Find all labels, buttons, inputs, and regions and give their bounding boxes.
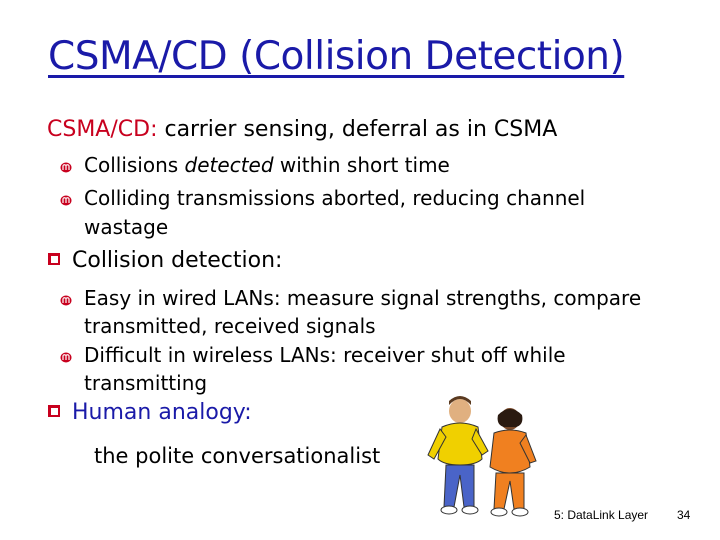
lead-bullet-2 [84, 184, 624, 242]
lead-label: CSMA/CD: [47, 117, 158, 142]
collision-bullet-1-text: Easy in wired LANs: measure signal strengths, compare transmitted, received signals [84, 286, 642, 338]
square-bullet-icon [48, 253, 60, 265]
footer-chapter-label: 5: DataLink Layer [554, 508, 649, 522]
bullet-m-icon [60, 351, 72, 363]
lead-bullet-1-post: within short time [273, 153, 450, 177]
collision-detection-heading: Collision detection: [72, 248, 283, 273]
collision-detection-heading-line [48, 248, 282, 273]
lead-bullet-1-pre: Collisions [84, 153, 185, 177]
walking-people-clipart-icon [416, 389, 550, 525]
square-bullet-icon [48, 405, 60, 417]
human-analogy-text: the polite conversationalist [94, 444, 381, 468]
bullet-m-icon [60, 194, 72, 206]
lead-bullet-1 [84, 151, 450, 180]
bullet-m-icon [60, 294, 72, 306]
lead-bullet-2-text: Colliding transmissions aborted, reducing channel wastage [84, 186, 586, 239]
slide-title: CSMA/CD (Collision Detection) [48, 34, 625, 79]
bullet-m-icon [60, 161, 72, 173]
collision-bullet-1 [84, 284, 664, 340]
lead-text: carrier sensing, deferral as in CSMA [157, 117, 558, 142]
lead-bullet-1-emph: detected [184, 153, 274, 177]
page-number: 34 [677, 508, 691, 522]
lead-line [47, 117, 557, 142]
human-analogy-heading-line [48, 400, 252, 425]
collision-bullet-2 [84, 341, 644, 397]
collision-bullet-2-text: Difficult in wireless LANs: receiver shut off while transmitting [84, 343, 566, 395]
human-analogy-heading: Human analogy: [72, 400, 252, 425]
